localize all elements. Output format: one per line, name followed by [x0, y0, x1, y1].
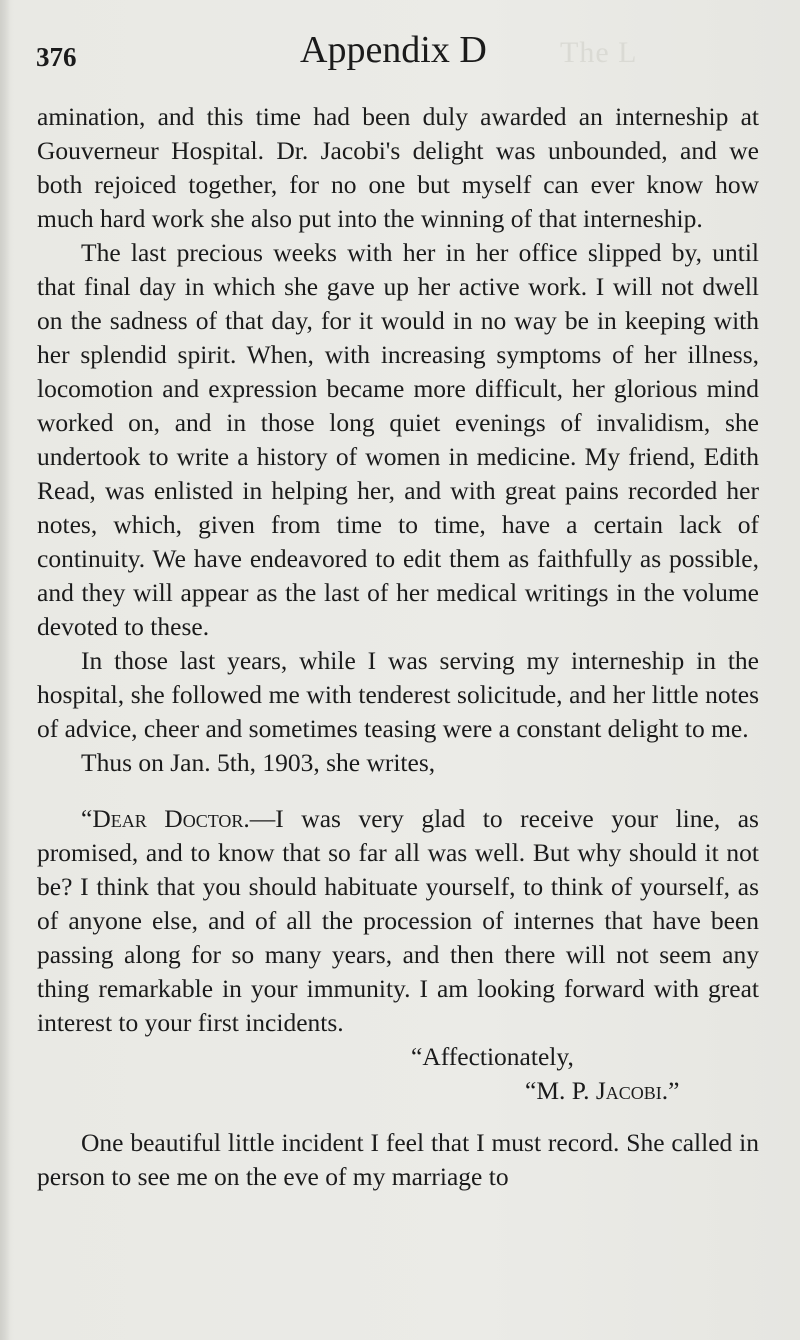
- signature-suffix: ”: [668, 1076, 680, 1105]
- running-head: Appendix D: [300, 29, 487, 71]
- bleed-through-text: The L: [560, 36, 638, 69]
- letter-body: —I was very glad to receive your line, as promised, and to know that so far all was well. But why should it not be? I think that you should habituate yourself, to think of yourself, as of anyone else, and of all the procession of internes that have been passing along for so many years, and then there will not seem any thing remarkable in your immunity. I am looking forward with great interest to your first incidents.: [37, 804, 759, 1037]
- letter-signature: [37, 1074, 759, 1108]
- page-number: 376: [36, 42, 77, 72]
- signature-prefix: “M. P.: [525, 1076, 596, 1105]
- quoted-letter: [37, 802, 759, 1040]
- body-text: [37, 100, 759, 1194]
- paragraph: One beautiful little incident I feel that I must record. She called in person to see me on the eve of my marriage to: [37, 1128, 759, 1191]
- paragraph: In those last years, while I was serving my interneship in the hospital, she followed me with tenderest solicitude, and her little notes of advice, cheer and sometimes teasing were a constant delight to me.: [37, 646, 759, 743]
- paragraph: Thus on Jan. 5th, 1903, she writes,: [81, 748, 436, 777]
- paragraph: The last precious weeks with her in her office slipped by, until that final day in which she gave up her active work. I will not dwell on the sadness of that day, for it would in no way be in keeping with her splendid spirit. When, with increasing symptoms of her illness, locomotion and expression became more difficult, her glorious mind worked on, and in those long quiet evenings of invalidism, she undertook to write a history of women in medicine. My friend, Edith Read, was enlisted in helping her, and with great pains recorded her notes, which, given from time to time, have a certain lack of continuity. We have endeavored to edit them as faithfully as possible, and they will appear as the last of her medical writings in the volume devoted to these.: [37, 238, 759, 641]
- page-header: [0, 28, 800, 78]
- signature-name: Jacobi.: [595, 1076, 669, 1105]
- letter-closing: “Affectionately,: [411, 1042, 574, 1071]
- letter-salutation: “Dear Doctor.: [81, 804, 250, 833]
- paragraph: amination, and this time had been duly awarded an interneship at Gouverneur Hospital. Dr. Jacobi's delight was unbounded, and we both rejoiced together, for no one but myself can ever know how much hard work she also put into the winning of that interneship.: [37, 102, 759, 233]
- spine-shadow: [0, 0, 10, 1340]
